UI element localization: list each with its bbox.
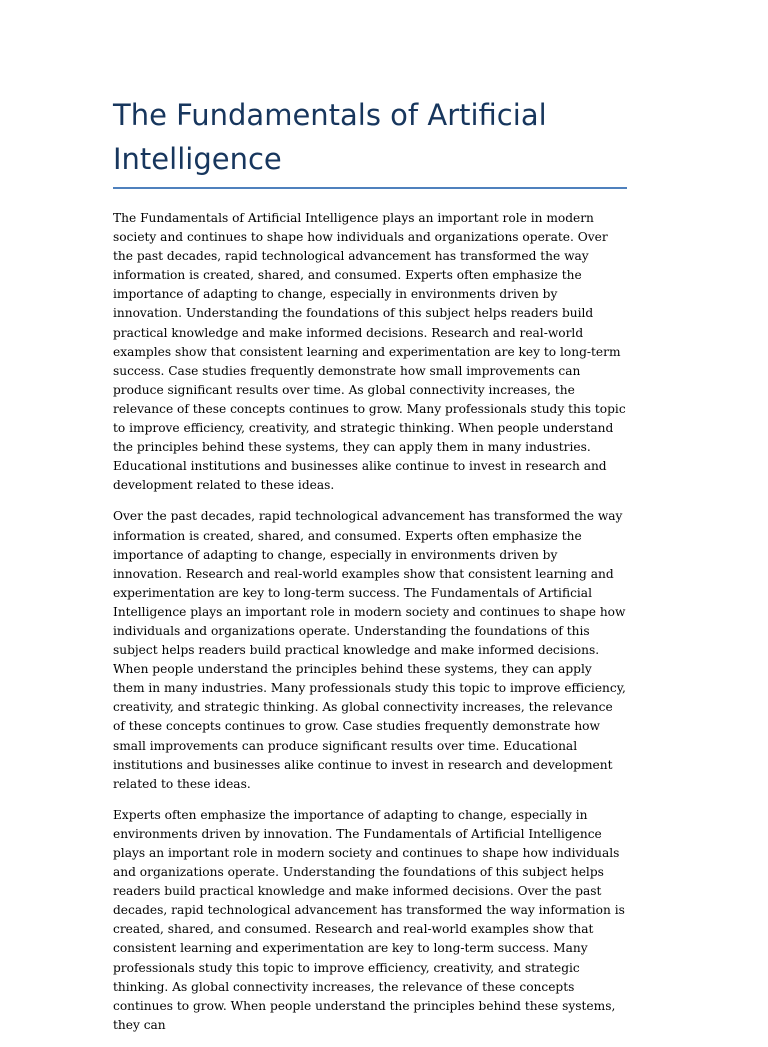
- body-paragraph-3: Experts often emphasize the importance of adapting to change, especially in environments driven by innovation. The Fundamentals of Artificial Intelligence plays an important role in modern society and continues to shape how individuals and organizations operate. Understanding the foundations of this subject helps readers build practical knowledge and make informed decisions. Over the past decades, rapid technological advancement has transformed the way information is created, shared, and consumed. Research and real-world examples show that consistent learning and experimentation are key to long-term success. Many professionals study this topic to improve efficiency, creativity, and strategic thinking. As global connectivity increases, the relevance of these concepts continues to grow. When people understand the principles behind these systems, they can: [113, 807, 625, 1032]
- document-title: The Fundamentals of Artificial Intelligence: [113, 98, 547, 176]
- title-underline-rule: [113, 187, 627, 189]
- body-paragraph-1: The Fundamentals of Artificial Intelligence plays an important role in modern society and continues to shape how individuals and organizations operate. Over the past decades, rapid technological advancement has transformed the way information is created, shared, and consumed. Experts often emphasize the importance of adapting to change, especially in environments driven by innovation. Understanding the foundations of this subject helps readers build practical knowledge and make informed decisions. Research and real-world examples show that consistent learning and experimentation are key to long-term success. Case studies frequently demonstrate how small improvements can produce significant results over time. As global connectivity increases, the relevance of these concepts continues to grow. Many professionals study this topic to improve efficiency, creativity, and strategic thinking. When people understand the principles behind these systems, they can apply them in many industries. Educational institutions and businesses alike continue to invest in research and development related to these ideas.: [113, 211, 626, 493]
- document-content: [113, 93, 627, 1047]
- body-paragraph-2: Over the past decades, rapid technological advancement has transformed the way information is created, shared, and consumed. Experts often emphasize the importance of adapting to change, especially in environments driven by innovation. Research and real-world examples show that consistent learning and experimentation are key to long-term success. The Fundamentals of Artificial Intelligence plays an important role in modern society and continues to shape how individuals and organizations operate. Understanding the foundations of this subject helps readers build practical knowledge and make informed decisions. When people understand the principles behind these systems, they can apply them in many industries. Many professionals study this topic to improve efficiency, creativity, and strategic thinking. As global connectivity increases, the relevance of these concepts continues to grow. Case studies frequently demonstrate how small improvements can produce significant results over time. Educational institutions and businesses alike continue to invest in research and development related to these ideas.: [113, 509, 626, 791]
